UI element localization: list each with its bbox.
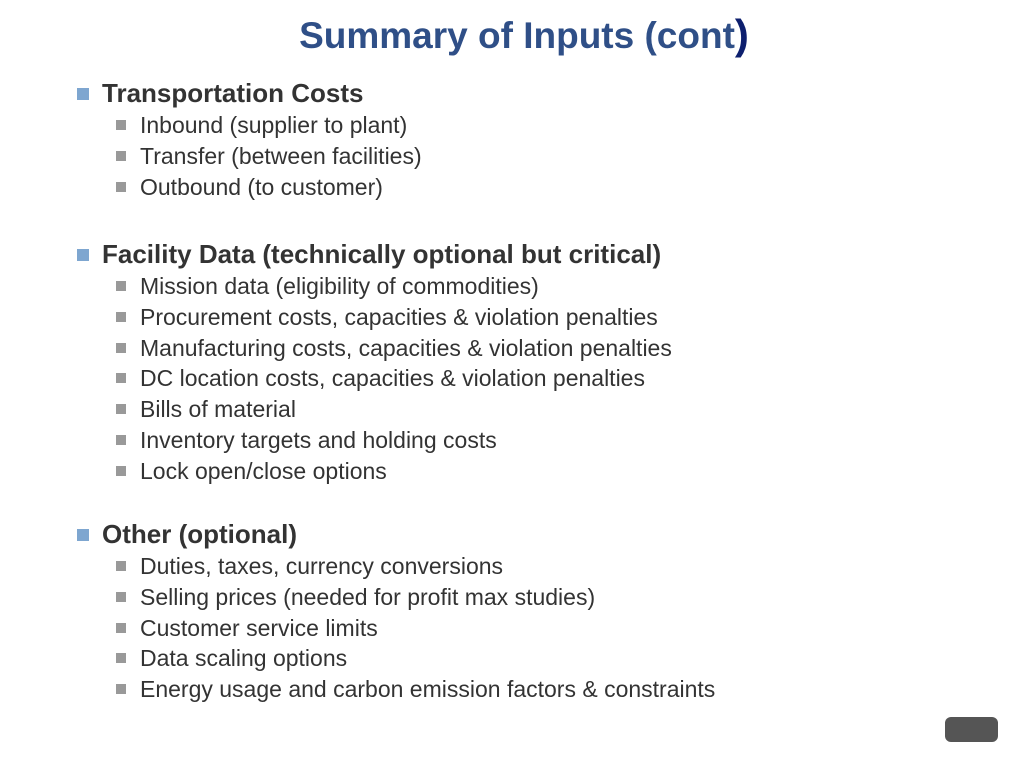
list-item-label: Inventory targets and holding costs [140, 426, 497, 453]
list-item [0, 364, 1024, 395]
sub-bullet-list [0, 552, 1024, 706]
square-bullet-icon [77, 249, 89, 261]
section-heading: Facility Data (technically optional but critical) [102, 239, 662, 269]
list-item-label: Data scaling options [140, 645, 348, 672]
square-bullet-icon [116, 684, 126, 694]
slide-title-text: Summary of Inputs (cont [299, 15, 735, 56]
list-item [0, 142, 1024, 173]
section-other [0, 519, 1024, 706]
list-item-label: DC location costs, capacities & violation penalties [140, 365, 645, 392]
list-item [0, 395, 1024, 426]
sub-bullet-list [0, 111, 1024, 203]
slide-nav-button[interactable] [945, 717, 998, 742]
square-bullet-icon [116, 623, 126, 633]
list-item-label: Outbound (to customer) [140, 173, 383, 200]
square-bullet-icon [116, 281, 126, 291]
square-bullet-icon [116, 592, 126, 602]
list-item-label: Inbound (supplier to plant) [140, 112, 408, 138]
section-heading: Transportation Costs [102, 78, 364, 108]
square-bullet-icon [77, 529, 89, 541]
list-item [0, 583, 1024, 614]
list-item [0, 173, 1024, 204]
list-item-label: Selling prices (needed for profit max studies) [140, 583, 596, 610]
list-item [0, 111, 1024, 142]
square-bullet-icon [116, 343, 126, 353]
square-bullet-icon [116, 182, 126, 192]
square-bullet-icon [116, 653, 126, 663]
slide-title-paren: ) [734, 11, 749, 58]
list-item [0, 303, 1024, 334]
square-bullet-icon [77, 88, 89, 100]
section-heading-row [0, 78, 1024, 111]
square-bullet-icon [116, 151, 126, 161]
section-heading-row [0, 239, 1024, 272]
square-bullet-icon [116, 435, 126, 445]
list-item-label: Procurement costs, capacities & violation penalties [140, 303, 658, 330]
list-item-label: Duties, taxes, currency conversions [140, 553, 504, 579]
list-item [0, 644, 1024, 675]
square-bullet-icon [116, 404, 126, 414]
list-item-label: Lock open/close options [140, 457, 387, 484]
section-transportation-costs [0, 78, 1024, 203]
section-facility-data [0, 239, 1024, 488]
list-item [0, 457, 1024, 488]
section-heading-row [0, 519, 1024, 552]
square-bullet-icon [116, 561, 126, 571]
list-item [0, 675, 1024, 706]
list-item [0, 334, 1024, 365]
list-item [0, 426, 1024, 457]
list-item [0, 552, 1024, 583]
list-item-label: Mission data (eligibility of commodities) [140, 273, 539, 299]
square-bullet-icon [116, 373, 126, 383]
sub-bullet-list [0, 272, 1024, 488]
list-item [0, 614, 1024, 645]
list-item [0, 272, 1024, 303]
square-bullet-icon [116, 312, 126, 322]
square-bullet-icon [116, 120, 126, 130]
square-bullet-icon [116, 466, 126, 476]
section-heading: Other (optional) [102, 519, 297, 549]
list-item-label: Energy usage and carbon emission factors & constraints [140, 676, 716, 703]
list-item-label: Bills of material [140, 396, 296, 423]
list-item-label: Customer service limits [140, 614, 378, 641]
list-item-label: Manufacturing costs, capacities & violation penalties [140, 334, 672, 361]
list-item-label: Transfer (between facilities) [140, 142, 422, 169]
